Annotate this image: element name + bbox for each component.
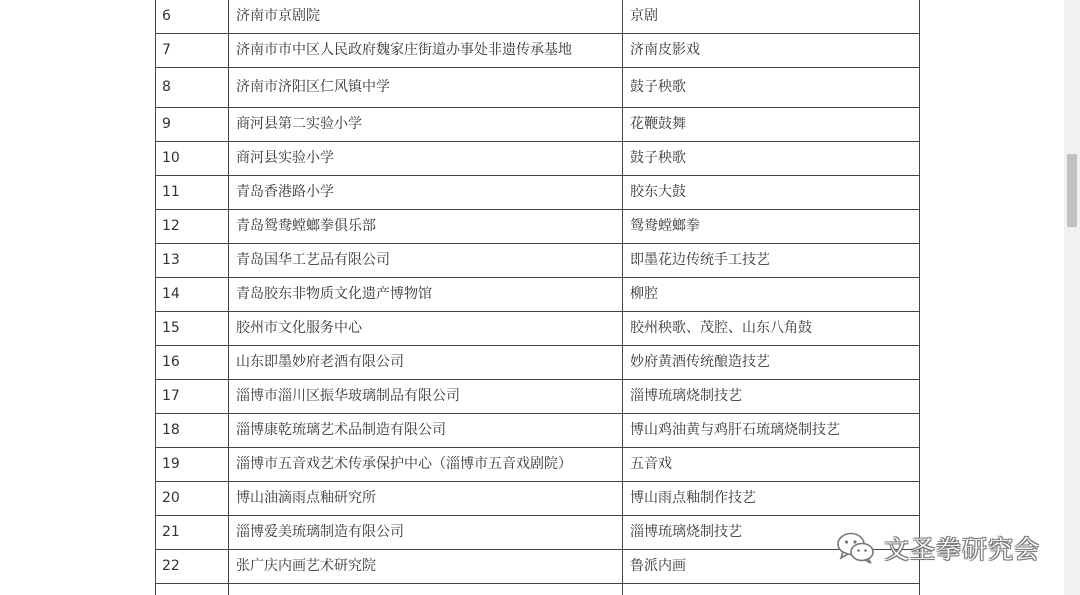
organization-name: 青岛鸳鸯螳螂拳俱乐部	[229, 210, 623, 244]
heritage-item: 胶东大鼓	[623, 176, 920, 210]
vertical-scrollbar[interactable]	[1064, 0, 1080, 595]
table-row	[156, 550, 920, 584]
table-row	[156, 244, 920, 278]
empty-cell	[623, 584, 920, 595]
table-row	[156, 0, 920, 34]
heritage-item: 鼓子秧歌	[623, 142, 920, 176]
row-number: 21	[156, 516, 229, 550]
table-row	[156, 346, 920, 380]
heritage-item: 鼓子秧歌	[623, 68, 920, 108]
organization-name: 青岛香港路小学	[229, 176, 623, 210]
heritage-item: 鸳鸯螳螂拳	[623, 210, 920, 244]
table-row-partial	[156, 584, 920, 595]
row-number: 22	[156, 550, 229, 584]
organization-name: 青岛国华工艺品有限公司	[229, 244, 623, 278]
organization-name: 济南市济阳区仁风镇中学	[229, 68, 623, 108]
table-row	[156, 68, 920, 108]
row-number: 11	[156, 176, 229, 210]
organization-name: 济南市京剧院	[229, 0, 623, 34]
organization-name: 博山油滴雨点釉研究所	[229, 482, 623, 516]
heritage-base-table	[155, 0, 920, 595]
watermark-text: 文圣拳研究会	[884, 535, 1041, 564]
organization-name: 济南市市中区人民政府魏家庄街道办事处非遗传承基地	[229, 34, 623, 68]
row-number: 13	[156, 244, 229, 278]
row-number: 9	[156, 108, 229, 142]
row-number: 6	[156, 0, 229, 34]
heritage-item: 即墨花边传统手工技艺	[623, 244, 920, 278]
table-row	[156, 448, 920, 482]
organization-name: 淄博市淄川区振华玻璃制品有限公司	[229, 380, 623, 414]
wechat-icon	[836, 531, 876, 565]
row-number: 12	[156, 210, 229, 244]
row-number: 19	[156, 448, 229, 482]
organization-name: 商河县第二实验小学	[229, 108, 623, 142]
heritage-item: 胶州秧歌、茂腔、山东八角鼓	[623, 312, 920, 346]
row-number: 8	[156, 68, 229, 108]
scrollbar-thumb[interactable]	[1067, 154, 1077, 227]
heritage-item: 鲁派内画	[623, 550, 920, 584]
organization-name: 商河县实验小学	[229, 142, 623, 176]
organization-name: 淄博康乾琉璃艺术品制造有限公司	[229, 414, 623, 448]
heritage-item: 五音戏	[623, 448, 920, 482]
heritage-item: 柳腔	[623, 278, 920, 312]
watermark	[836, 528, 1040, 568]
heritage-item: 博山雨点釉制作技艺	[623, 482, 920, 516]
heritage-item: 花鞭鼓舞	[623, 108, 920, 142]
row-number: 10	[156, 142, 229, 176]
table-row	[156, 176, 920, 210]
table-row	[156, 142, 920, 176]
heritage-item: 济南皮影戏	[623, 34, 920, 68]
organization-name: 淄博爱美琉璃制造有限公司	[229, 516, 623, 550]
empty-cell	[156, 584, 229, 595]
row-number: 15	[156, 312, 229, 346]
table-row	[156, 482, 920, 516]
organization-name: 张广庆内画艺术研究院	[229, 550, 623, 584]
table-row	[156, 312, 920, 346]
table-row	[156, 380, 920, 414]
table-row	[156, 210, 920, 244]
row-number: 20	[156, 482, 229, 516]
organization-name: 青岛胶东非物质文化遗产博物馆	[229, 278, 623, 312]
organization-name: 淄博市五音戏艺术传承保护中心（淄博市五音戏剧院）	[229, 448, 623, 482]
organization-name: 山东即墨妙府老酒有限公司	[229, 346, 623, 380]
organization-name: 胶州市文化服务中心	[229, 312, 623, 346]
table-body	[156, 0, 920, 595]
heritage-item: 妙府黄酒传统酿造技艺	[623, 346, 920, 380]
empty-cell	[229, 584, 623, 595]
table-row	[156, 278, 920, 312]
heritage-item: 淄博琉璃烧制技艺	[623, 380, 920, 414]
row-number: 17	[156, 380, 229, 414]
table-row	[156, 108, 920, 142]
row-number: 14	[156, 278, 229, 312]
heritage-item: 京剧	[623, 0, 920, 34]
table-row	[156, 414, 920, 448]
row-number: 18	[156, 414, 229, 448]
heritage-item: 博山鸡油黄与鸡肝石琉璃烧制技艺	[623, 414, 920, 448]
row-number: 7	[156, 34, 229, 68]
table-row	[156, 34, 920, 68]
table-row	[156, 516, 920, 550]
heritage-item: 淄博琉璃烧制技艺	[623, 516, 920, 550]
row-number: 16	[156, 346, 229, 380]
